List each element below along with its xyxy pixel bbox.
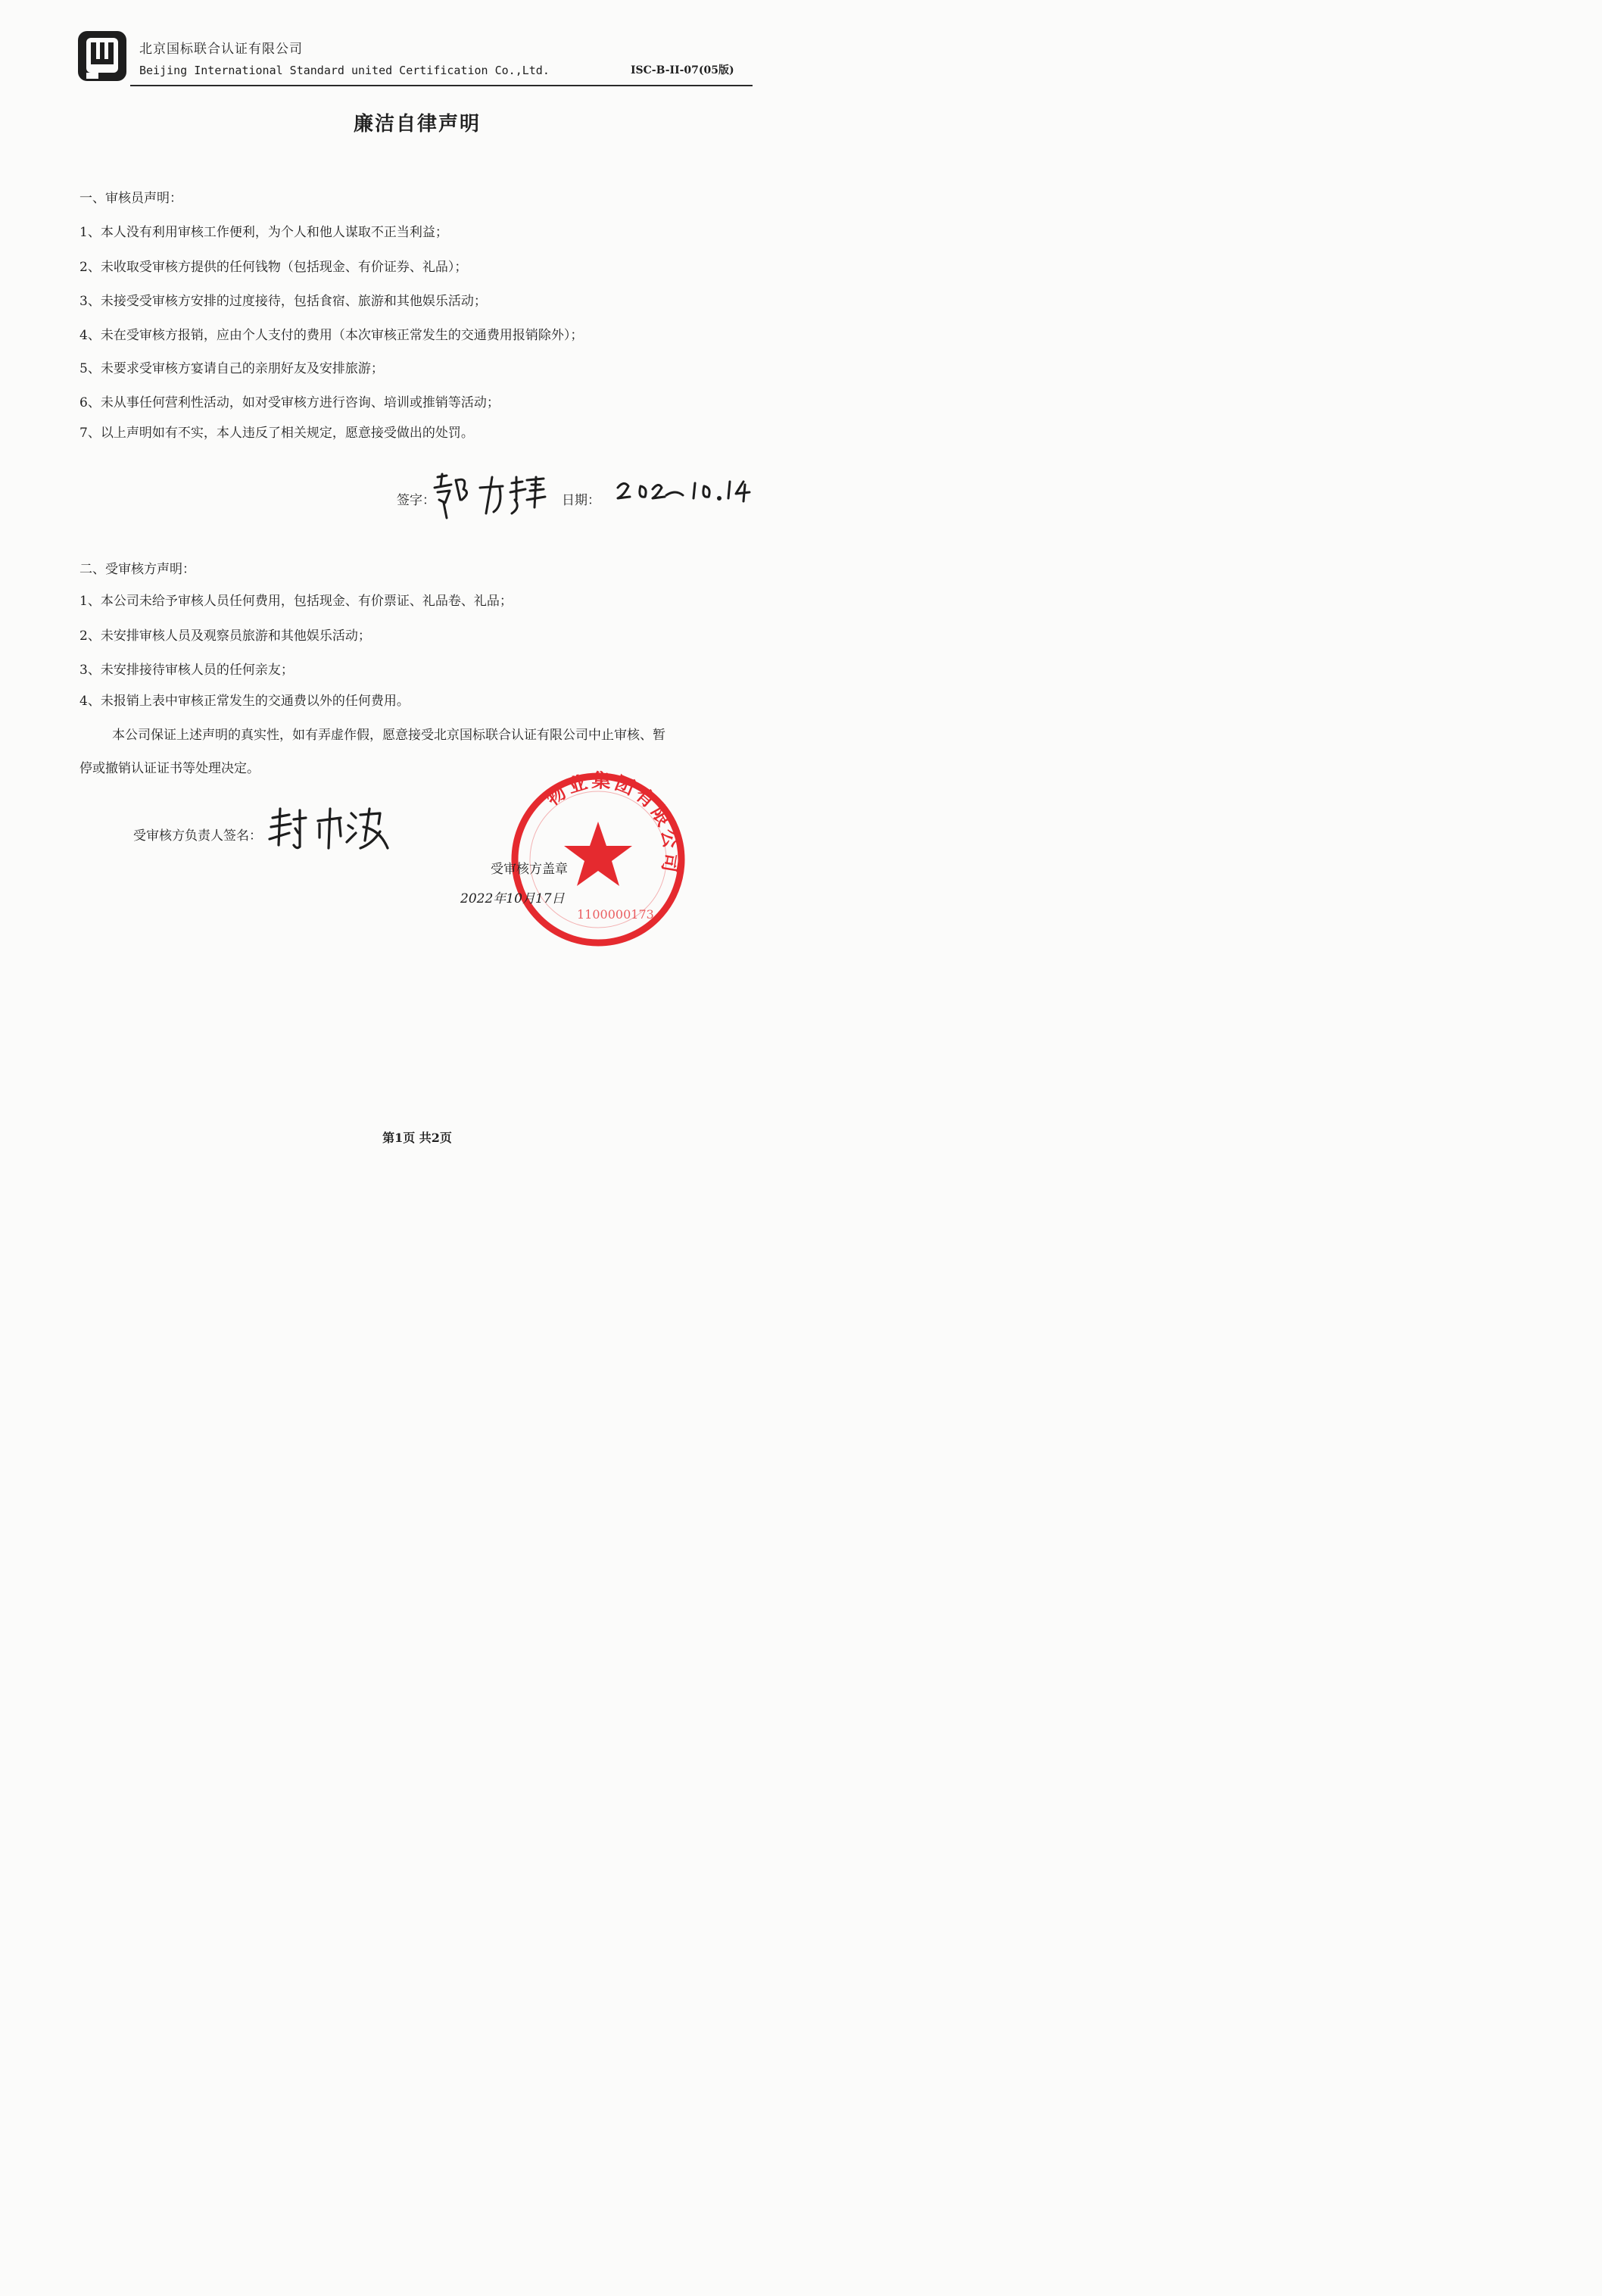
company-name-cn: 北京国标联合认证有限公司 [139,42,303,57]
document-title: 廉洁自律声明 [353,113,481,136]
company-name-en: Beijing International Standard united Certification Co.,Ltd. [139,64,550,77]
section1-item: 1、本人没有利用审核工作便利，为个人和他人谋取不正当利益； [79,225,448,240]
section2-item: 4、未报销上表中审核正常发生的交通费以外的任何费用。 [79,694,410,709]
section1-item: 5、未要求受审核方宴请自己的亲朋好友及安排旅游； [79,361,384,376]
star-icon [564,822,632,886]
date-label: 日期： [562,493,600,508]
header-divider [130,85,753,86]
seal-date: 2022年10月17日 [460,891,565,906]
responsible-signature [266,803,395,856]
section2-item: 3、未安排接待审核人员的任何亲友； [79,663,294,678]
section2-item: 2、未安排审核人员及观察员旅游和其他娱乐活动； [79,629,371,644]
handwritten-date [615,476,751,506]
company-logo [76,29,129,83]
auditor-signature [430,469,559,523]
section1-item: 3、未接受受审核方安排的过度接待，包括食宿、旅游和其他娱乐活动； [79,294,487,309]
document-code: ISC-B-II-07(05版) [631,64,734,76]
section1-heading: 一、审核员声明： [79,191,182,206]
seal-label: 受审核方盖章 [491,862,568,877]
guarantee-paragraph-line1: 本公司保证上述声明的真实性，如有弄虚作假，愿意接受北京国标联合认证有限公司中止审核、暂 [112,728,665,743]
section2-item: 1、本公司未给予审核人员任何费用，包括现金、有价票证、礼品卷、礼品； [79,594,513,609]
section1-item: 6、未从事任何营利性活动，如对受审核方进行咨询、培训或推销等活动； [79,395,500,410]
section2-heading: 二、受审核方声明： [79,562,195,577]
section1-item: 7、以上声明如有不实，本人违反了相关规定，愿意接受做出的处罚。 [79,426,474,441]
section1-item: 2、未收取受审核方提供的任何钱物（包括现金、有价证券、礼品）； [79,260,468,275]
section1-item: 4、未在受审核方报销，应由个人支付的费用（本次审核正常发生的交通费用报销除外）； [79,328,584,343]
sign-label: 签字： [397,493,435,508]
page-number: 第1页 共2页 [382,1131,452,1145]
guarantee-paragraph-line2: 停或撤销认证证书等处理决定。 [79,761,260,776]
seal-text: 物业集团有限公司 [541,769,683,877]
seal-number: 1100000173 [577,907,654,922]
responsible-sign-label: 受审核方负责人签名： [133,828,262,844]
